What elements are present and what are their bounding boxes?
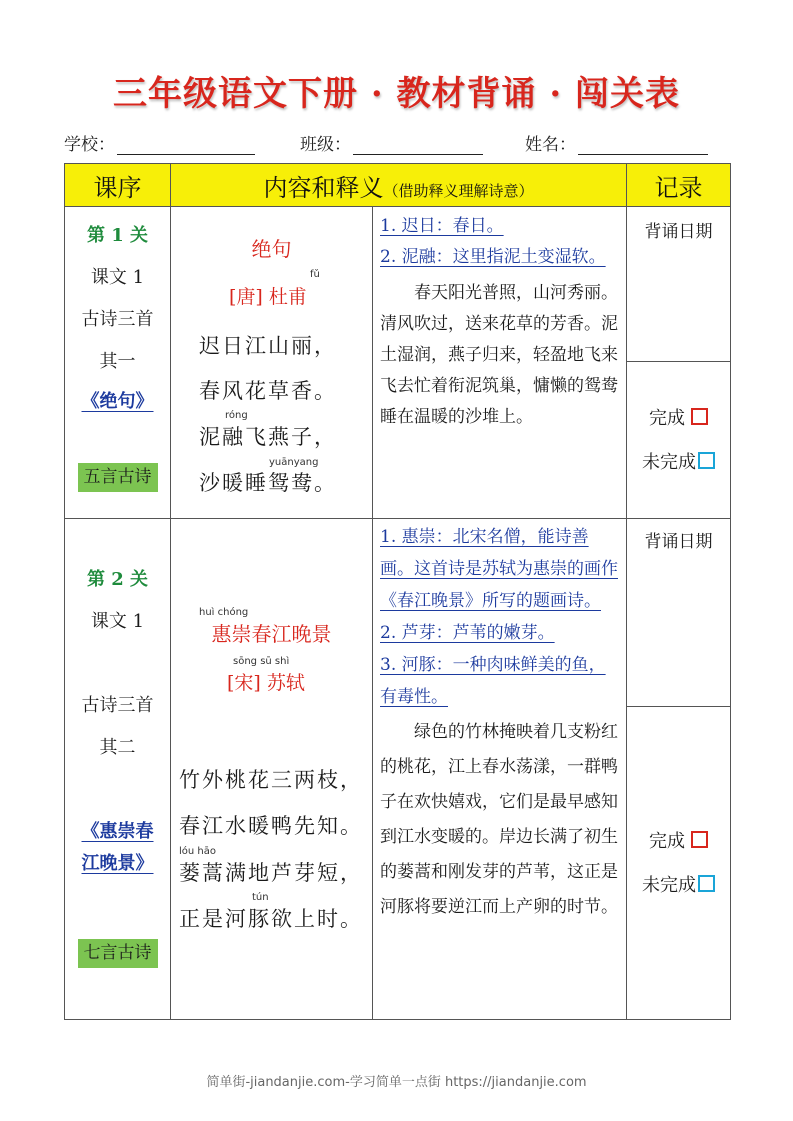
- done-option[interactable]: [627, 404, 730, 430]
- table-row: [65, 207, 731, 519]
- record-cell: [627, 519, 731, 1020]
- dynasty: [宋]: [227, 672, 261, 694]
- header-content: [171, 164, 627, 207]
- title-pinyin: huì chóng: [199, 607, 249, 618]
- poem-line: 春江水暖鸭先知。: [179, 814, 363, 838]
- poem-cell: [171, 519, 373, 1020]
- author-pinyin: fǔ: [310, 269, 320, 280]
- note-item: 1. 惠崇：北宋名僧，能诗善画。这首诗是苏轼为惠崇的画作《春江晚景》所写的题画诗。: [380, 527, 618, 611]
- group-label: 古诗三首: [81, 695, 154, 716]
- poem-type-tag: 七言古诗: [78, 939, 158, 968]
- note-item: 2. 泥融：这里指泥土变湿软。: [380, 247, 606, 267]
- class-field[interactable]: [300, 130, 483, 155]
- checklist-table: [64, 163, 731, 1020]
- not-done-label: 未完成: [642, 452, 697, 473]
- lesson-label: 课文 1: [90, 267, 145, 288]
- header-content-sub: （借助释义理解诗意）: [383, 181, 534, 200]
- line-pinyin: tún: [252, 892, 269, 903]
- dynasty: [唐]: [229, 286, 263, 308]
- done-label: 完成: [649, 408, 686, 429]
- header-content-main: 内容和释义: [263, 173, 384, 202]
- class-blank[interactable]: [353, 134, 483, 155]
- index-label: 其一: [99, 351, 136, 372]
- lesson-label: 课文 1: [90, 611, 145, 632]
- poem-cell: [171, 207, 373, 519]
- lesson-cell: [65, 207, 171, 519]
- poem-type-tag: 五言古诗: [78, 463, 158, 492]
- record-cell: [627, 207, 731, 519]
- poem-link[interactable]: 《绝句》: [81, 391, 154, 412]
- index-label: 其二: [99, 737, 136, 758]
- line-pinyin: yuānyang: [269, 457, 319, 468]
- name-field[interactable]: [525, 130, 708, 155]
- poem-line: 竹外桃花三两枝，: [179, 768, 363, 792]
- record-date-label: 背诵日期: [627, 207, 730, 362]
- level-label: 第 1 关: [86, 225, 149, 246]
- poem-line: 沙暖睡鸳鸯。: [199, 471, 337, 495]
- school-field[interactable]: [64, 130, 255, 155]
- not-done-option[interactable]: [627, 448, 730, 474]
- poem-title: 惠崇春江晚景: [211, 622, 332, 646]
- page-title: 三年级语文下册 · 教材背诵 · 闯关表: [112, 74, 681, 114]
- poem-line: 迟日江山丽，: [199, 334, 337, 358]
- done-checkbox[interactable]: [691, 408, 708, 425]
- header-record: 记录: [627, 164, 731, 207]
- author-name: 杜甫: [268, 286, 307, 308]
- name-label: 姓名：: [525, 135, 576, 155]
- level-label: 第 2 关: [86, 569, 149, 590]
- name-blank[interactable]: [578, 134, 708, 155]
- line-pinyin: lóu hāo: [179, 846, 216, 857]
- poem-title: 绝句: [251, 237, 292, 261]
- class-label: 班级：: [300, 135, 351, 155]
- poem-link-line[interactable]: 江晚景》: [81, 853, 154, 874]
- poem-line: 春风花草香。: [199, 379, 337, 403]
- note-item: 2. 芦芽：芦苇的嫩芽。: [380, 623, 555, 643]
- footer-watermark: 简单街-jiandanjie.com-学习简单一点街 https://jiandanjie.com: [206, 1075, 587, 1090]
- done-checkbox[interactable]: [691, 831, 708, 848]
- not-done-label: 未完成: [642, 875, 697, 896]
- notes-cell: [373, 519, 627, 1020]
- author-pinyin: sōng sū shì: [233, 656, 290, 667]
- poem-link-line[interactable]: 《惠崇春: [81, 821, 154, 842]
- translation: 绿色的竹林掩映着几支粉红的桃花，江上春水荡漾，一群鸭子在欢快嬉戏，它们是最早感知到江水变暖的。岸边长满了初生的蒌蒿和刚发芽的芦苇，这正是河豚将要逆江而上产卵的时节。: [380, 722, 618, 917]
- author-name: 苏轼: [266, 672, 305, 694]
- poem-line: 蒌蒿满地芦芽短，: [179, 861, 363, 885]
- poem-link[interactable]: [65, 823, 170, 873]
- note-item: 3. 河豚：一种肉味鲜美的鱼，有毒性。: [380, 655, 606, 707]
- done-label: 完成: [649, 831, 686, 852]
- school-blank[interactable]: [117, 134, 255, 155]
- translation: 春天阳光普照，山河秀丽。清风吹过，送来花草的芳香。泥土湿润，燕子归来，轻盈地飞来飞去忙着衔泥筑巢，慵懒的鸳鸯睡在温暖的沙堆上。: [380, 283, 618, 427]
- not-done-checkbox[interactable]: [698, 875, 715, 892]
- not-done-option[interactable]: [627, 871, 730, 897]
- table-row: [65, 519, 731, 1020]
- lesson-cell: [65, 519, 171, 1020]
- table-header-row: [65, 164, 731, 207]
- done-option[interactable]: [627, 827, 730, 853]
- line-pinyin: róng: [225, 410, 248, 421]
- school-label: 学校：: [64, 135, 115, 155]
- not-done-checkbox[interactable]: [698, 452, 715, 469]
- header-lesson: 课序: [65, 164, 171, 207]
- note-item: 1. 迟日：春日。: [380, 216, 504, 236]
- record-date-label: 背诵日期: [627, 519, 730, 707]
- notes-cell: [373, 207, 627, 519]
- group-label: 古诗三首: [81, 309, 154, 330]
- poem-author: [227, 668, 305, 695]
- poem-author: [229, 282, 307, 309]
- poem-line: 泥融飞燕子，: [199, 425, 337, 449]
- poem-line: 正是河豚欲上时。: [179, 907, 363, 931]
